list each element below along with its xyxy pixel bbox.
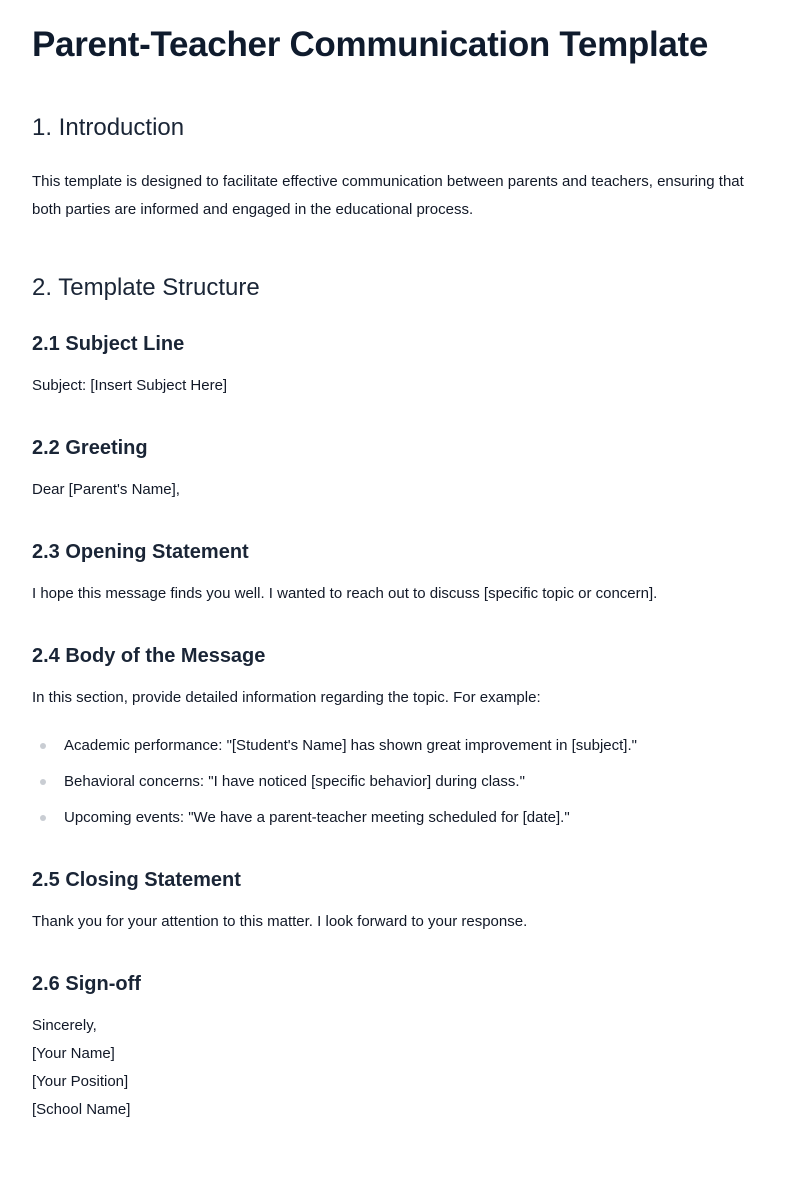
bullet-icon — [40, 743, 46, 749]
list-item — [32, 728, 768, 764]
subsection-heading-sign-off: 2.6 Sign-off — [32, 973, 141, 995]
greeting-text: Dear [Parent's Name], — [32, 481, 180, 498]
sign-off-position: [Your Position] — [32, 1073, 129, 1090]
section-heading-template-structure: 2. Template Structure — [32, 274, 260, 301]
subject-line-text: Subject: [Insert Subject Here] — [32, 377, 228, 394]
list-item-text: Behavioral concerns: "I have noticed [specific behavior] during class." — [64, 773, 525, 790]
introduction-text: This template is designed to facilitate effective communication between parents and teachers, ensuring that both parties are informed and engaged in the educational process. — [32, 173, 744, 218]
bullet-icon — [40, 779, 46, 785]
sign-off-closing: Sincerely, — [32, 1017, 97, 1034]
subsection-heading-subject-line: 2.1 Subject Line — [32, 333, 185, 355]
subsection-heading-greeting: 2.2 Greeting — [32, 437, 148, 459]
subsection-heading-opening-statement: 2.3 Opening Statement — [32, 541, 249, 563]
bullet-icon — [40, 815, 46, 821]
body-intro-text: In this section, provide detailed information regarding the topic. For example: — [32, 689, 541, 706]
sign-off-name: [Your Name] — [32, 1045, 115, 1062]
sign-off-block — [32, 1012, 768, 1124]
list-item — [32, 800, 768, 836]
subsection-heading-body: 2.4 Body of the Message — [32, 645, 266, 667]
subsection-heading-closing-statement: 2.5 Closing Statement — [32, 869, 241, 891]
sign-off-school: [School Name] — [32, 1101, 131, 1118]
document-title: Parent-Teacher Communication Template — [32, 25, 709, 64]
body-example-list — [32, 728, 768, 836]
section-heading-introduction: 1. Introduction — [32, 114, 185, 141]
opening-statement-text: I hope this message finds you well. I wanted to reach out to discuss [specific topic or concern]. — [32, 585, 658, 602]
list-item-text: Upcoming events: "We have a parent-teacher meeting scheduled for [date]." — [64, 809, 570, 826]
list-item-text: Academic performance: "[Student's Name] has shown great improvement in [subject]." — [64, 737, 637, 754]
closing-statement-text: Thank you for your attention to this matter. I look forward to your response. — [32, 913, 528, 930]
list-item — [32, 764, 768, 800]
